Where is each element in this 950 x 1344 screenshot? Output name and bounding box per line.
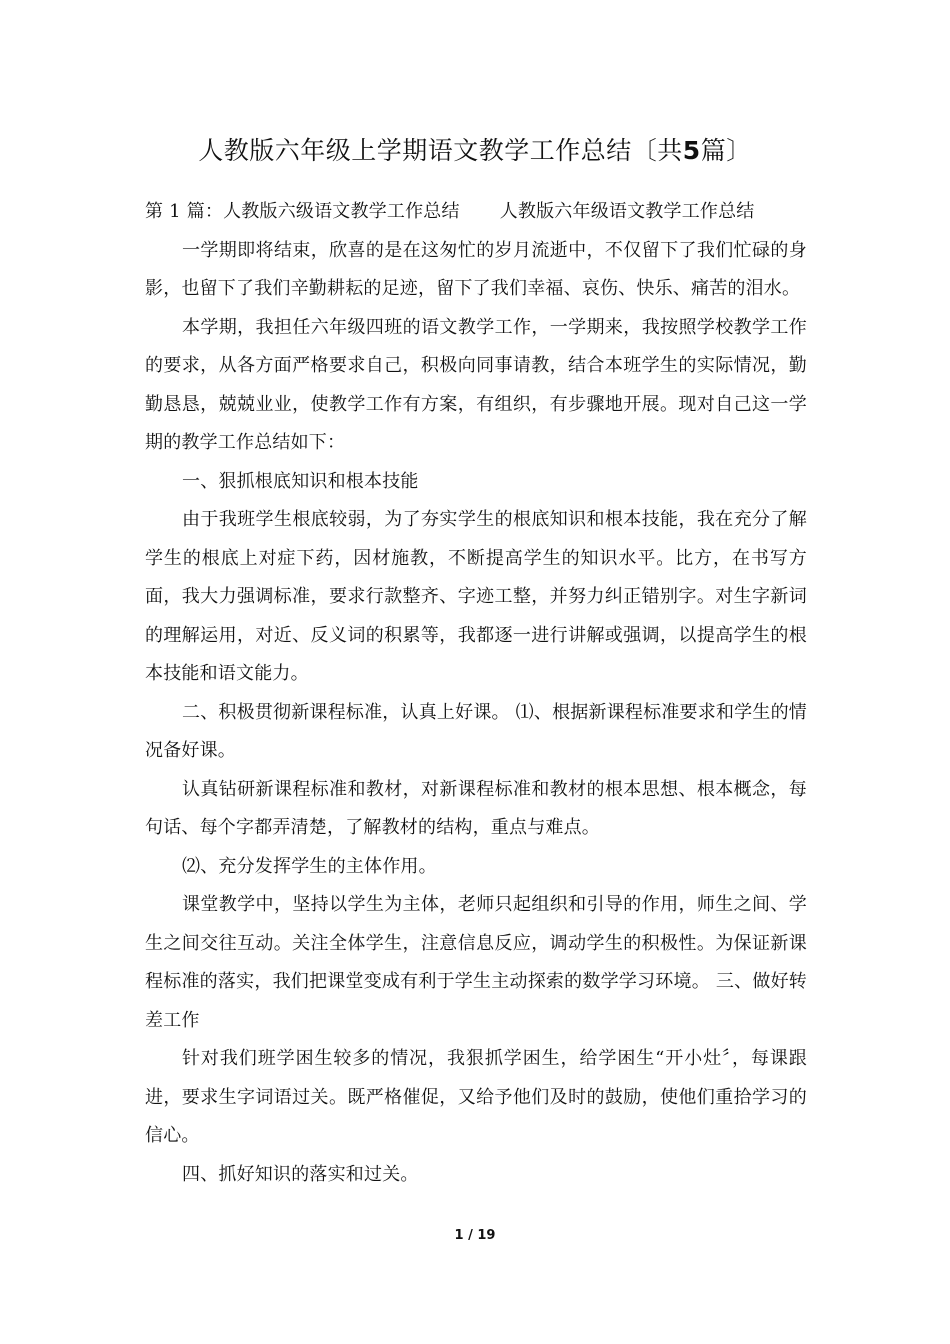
paragraph-1: 一学期即将结束，欣喜的是在这匆忙的岁月流逝中，不仅留下了我们忙碌的身影，也留下了我们辛勤耕耘的足迹，留下了我们幸福、哀伤、快乐、痛苦的泪水。	[145, 239, 807, 299]
subheading-2: ⑵、充分发挥学生的主体作用。	[182, 855, 437, 877]
paragraph-2: 本学期，我担任六年级四班的语文教学工作，一学期来，我按照学校教学工作的要求，从各方面严格要求自己，积极向同事请教，结合本班学生的实际情况，勤勤恳恳，兢兢业业，使教学工作有方案，有组织，有步骤地开展。现对自己这一学期的教学工作总结如下：	[145, 316, 807, 453]
section-heading-line	[145, 193, 807, 232]
title-number: 5	[682, 136, 701, 165]
paragraph-6: 针对我们班学困生较多的情况，我狠抓学困生，给学困生“开小灶〞，每课跟进，要求生字词语过关。既严格催促，又给予他们及时的鼓励，使他们重拾学习的信心。	[145, 1048, 807, 1146]
paragraph-3: 由于我班学生根底较弱，为了夯实学生的根底知识和根本技能，我在充分了解学生的根底上对症下药，因材施教，不断提高学生的知识水平。比方，在书写方面，我大力强调标准，要求行款整齐、字迹工整，并努力纠正错别字。对生字新词的理解运用，对近、反义词的积累等，我都逐一进行讲解或强调，以提高学生的根本技能和语文能力。	[145, 509, 807, 684]
document-body	[145, 193, 807, 1194]
title-prefix: 人教版六年级上学期语文教学工作总结〔共	[198, 136, 683, 165]
heading-2: 二、积极贯彻新课程标准，认真上好课。 ⑴、根据新课程标准要求和学生的情况备好课。	[145, 701, 807, 761]
paragraph-4: 认真钻研新课程标准和教材，对新课程标准和教材的根本思想、根本概念，每句话、每个字都弄清楚，了解教材的结构，重点与难点。	[145, 778, 807, 838]
page-number: 1 / 19	[454, 1228, 496, 1243]
section-heading: 第 1 篇：人教版六级语文教学工作总结	[145, 201, 460, 222]
title-suffix: 篇〕	[700, 136, 752, 165]
section-subtitle: 人教版六年级语文教学工作总结	[499, 201, 755, 222]
heading-1: 一、狠抓根底知识和根本技能	[182, 470, 419, 492]
heading-4: 四、抓好知识的落实和过关。	[182, 1163, 419, 1185]
paragraph-5: 课堂教学中，坚持以学生为主体，老师只起组织和引导的作用，师生之间、学生之间交往互动。关注全体学生，注意信息反应，调动学生的积极性。为保证新课程标准的落实，我们把课堂变成有利于学生主动探索的数学学习环境。 三、做好转差工作	[145, 894, 807, 1031]
page-title	[0, 133, 950, 169]
